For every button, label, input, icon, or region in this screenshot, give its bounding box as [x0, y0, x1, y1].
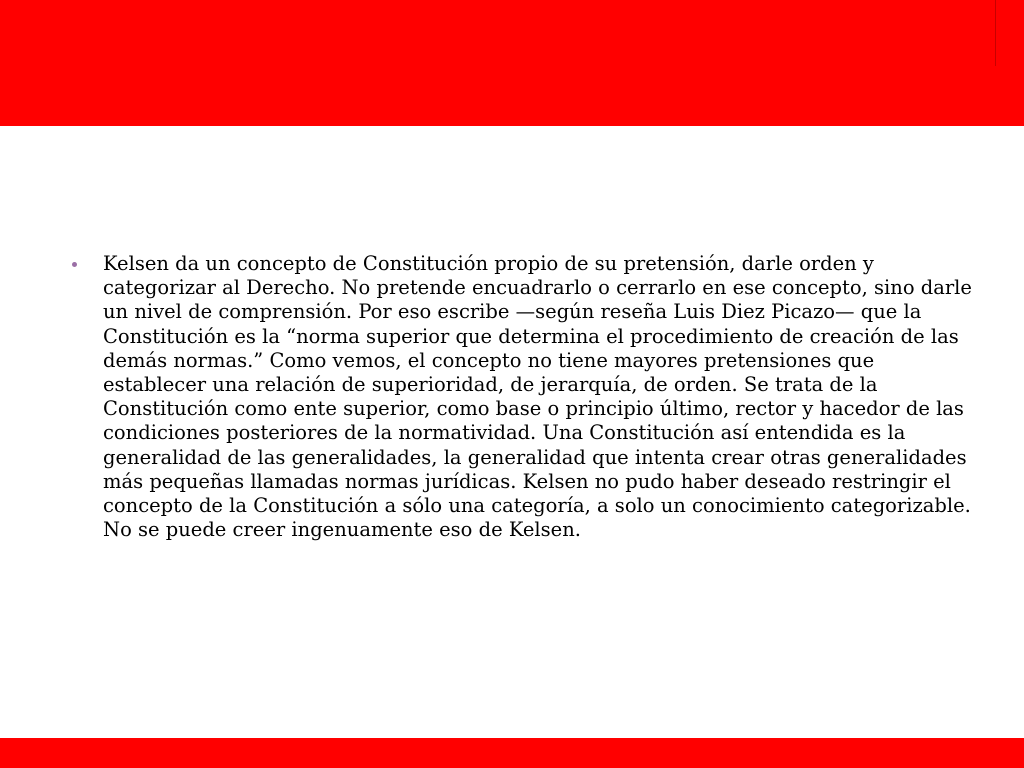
slide-body [72, 252, 972, 542]
bullet-item [72, 252, 972, 542]
bullet-icon [72, 262, 77, 267]
header-divider-line [995, 0, 996, 66]
header-band [0, 0, 1024, 126]
bullet-text: Kelsen da un concepto de Constitución propio de su pretensión, darle orden y categorizar al Derecho. No pretende encuadrarlo o cerrarlo en ese concepto, sino darle un nivel de comprensión. Por eso escribe —según reseña Luis Diez Picazo— que la Constitución es la “norma superior que determina el procedimiento de creación de las demás normas.” Como vemos, el concepto no tiene mayores pretensiones que establecer una relación de superioridad, de jerarquía, de orden. Se trata de la Constitución como ente superior, como base o principio último, rector y hacedor de las condiciones posteriores de la normatividad. Una Constitución así entendida es la generalidad de las generalidades, la generalidad que intenta crear otras generalidades más pequeñas llamadas normas jurídicas. Kelsen no pudo haber deseado restringir el concepto de la Constitución a sólo una categoría, a solo un conocimiento categorizable. No se puede creer ingenuamente eso de Kelsen. [103, 252, 972, 542]
footer-band [0, 738, 1024, 768]
